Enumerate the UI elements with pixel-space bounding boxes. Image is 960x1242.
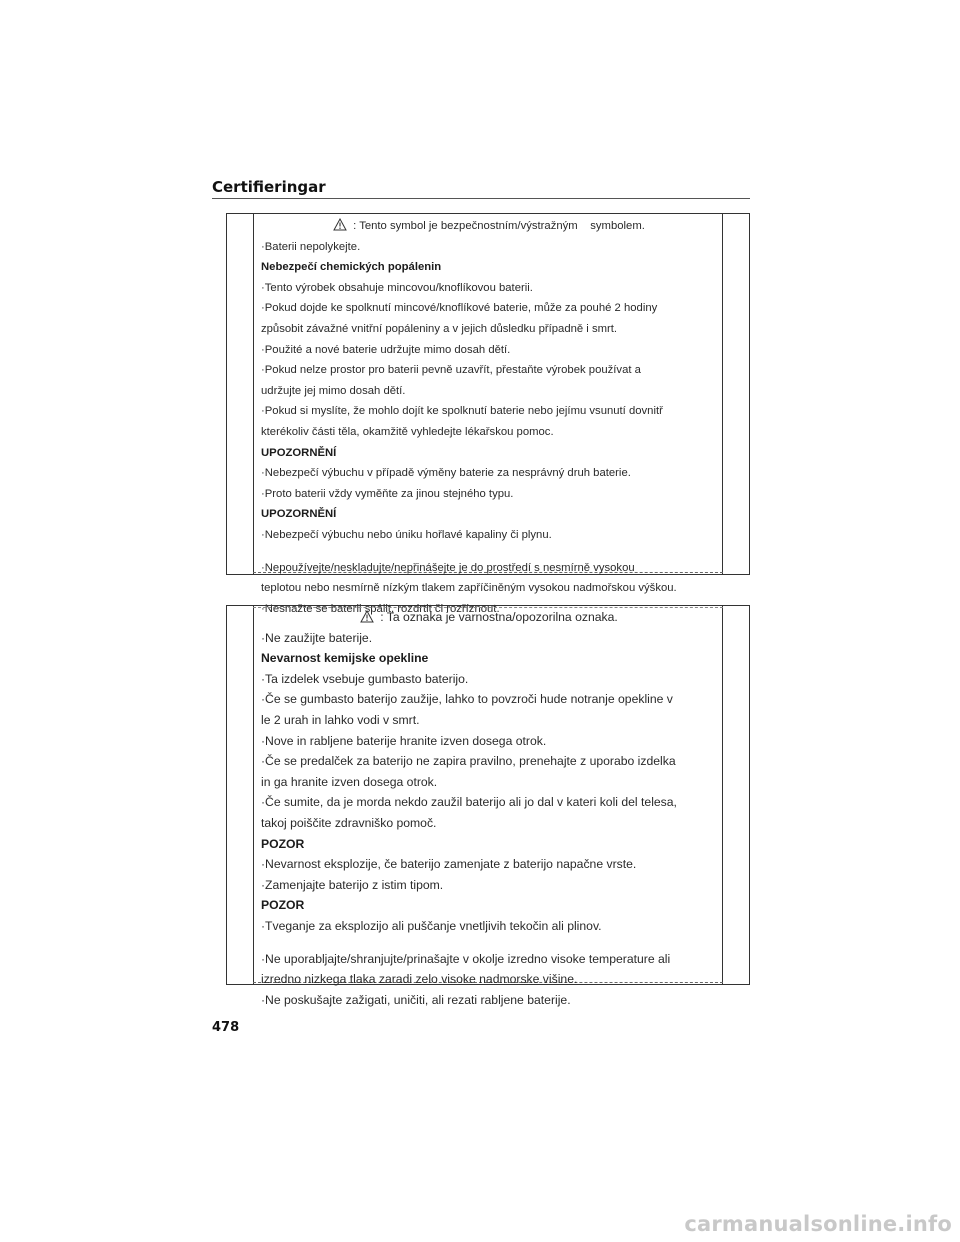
slovenian-battery-warning-box bbox=[226, 605, 750, 1007]
notice-line: ·Proto baterii vždy vyměňte za jinou stejného typu. bbox=[261, 487, 514, 500]
notice-line: ·Zamenjajte baterijo z istim tipom. bbox=[261, 877, 444, 892]
notice-line: ·Tento výrobek obsahuje mincovou/knoflíkovou baterii. bbox=[261, 281, 533, 294]
notice-line: teplotou nebo nesmírně nízkým tlakem zapříčiněným vysokou nadmořskou výškou. bbox=[261, 582, 677, 595]
notice-line: ·Ne poskušajte zažigati, uničiti, ali rezati rabljene baterije. bbox=[261, 992, 571, 1007]
notice-line: způsobit závažné vnitřní popáleniny a v jejich důsledku případně i smrt. bbox=[261, 322, 618, 335]
slovenian-notice-text bbox=[261, 606, 717, 1010]
page-title: Certifieringar bbox=[212, 178, 326, 196]
notice-line: ·Če sumite, da je morda nekdo zaužil baterijo ali jo dal v kateri koli del telesa, bbox=[261, 795, 677, 810]
symbol-legend-text: : Tento symbol je bezpečnostním/výstražným symbolem. bbox=[353, 220, 645, 232]
symbol-legend-text: : Ta oznaka je varnostna/opozorilna oznaka. bbox=[380, 610, 618, 624]
watermark: carmanualsonline.info bbox=[684, 1212, 952, 1236]
notice-line: ·Pokud nelze prostor pro baterii pevně uzavřít, přestaňte výrobek používat a bbox=[261, 364, 641, 377]
box-left-margin bbox=[227, 606, 254, 984]
czech-battery-warning-box bbox=[226, 213, 750, 615]
box-right-margin bbox=[722, 214, 749, 574]
notice-line: ·Nebezpečí výbuchu nebo úniku hořlavé kapaliny či plynu. bbox=[261, 528, 552, 541]
section-heading: Nebezpečí chemických popálenin bbox=[261, 261, 442, 274]
notice-line: ·Nebezpečí výbuchu v případě výměny baterie za nesprávný druh baterie. bbox=[261, 467, 631, 480]
notice-line: ·Nesnažte se baterii spálit, rozdrtit či rozříznout. bbox=[261, 602, 500, 615]
page-number: 478 bbox=[212, 1020, 240, 1035]
section-heading: POZOR bbox=[261, 836, 305, 851]
symbol-legend bbox=[261, 607, 717, 628]
notice-line: ·Nove in rabljene baterije hranite izven dosega otrok. bbox=[261, 733, 547, 748]
czech-notice-text bbox=[261, 214, 717, 619]
notice-line: ·Če se predalček za baterijo ne zapira pravilno, prenehajte z uporabo izdelka bbox=[261, 754, 676, 769]
notice-line: udržujte jej mimo dosah dětí. bbox=[261, 384, 406, 397]
warning-triangle-icon bbox=[333, 218, 347, 231]
title-divider bbox=[212, 198, 750, 199]
notice-line: takoj poiščite zdravniško pomoč. bbox=[261, 815, 437, 830]
notice-line: le 2 urah in lahko vodi v smrt. bbox=[261, 712, 420, 727]
notice-line: izredno nizkega tlaka zaradi zelo visoke nadmorske višine. bbox=[261, 972, 578, 987]
box-right-margin bbox=[722, 606, 749, 984]
notice-line: kterékoliv části těla, okamžitě vyhledejte lékařskou pomoc. bbox=[261, 425, 554, 438]
symbol-legend bbox=[261, 216, 717, 237]
notice-line: ·Ta izdelek vsebuje gumbasto baterijo. bbox=[261, 671, 469, 686]
section-heading: POZOR bbox=[261, 898, 305, 913]
notice-line: ·Ne zaužijte baterije. bbox=[261, 630, 373, 645]
notice-line: ·Nepoužívejte/neskladujte/nepřinášejte je do prostředí s nesmírně vysokou bbox=[261, 561, 635, 574]
spacer bbox=[261, 937, 717, 949]
notice-line: ·Pokud dojde ke spolknutí mincové/knoflíkové baterie, může za pouhé 2 hodiny bbox=[261, 302, 658, 315]
notice-line: ·Ne uporabljajte/shranjujte/prinašajte v okolje izredno visoke temperature ali bbox=[261, 951, 671, 966]
notice-line: ·Če se gumbasto baterijo zaužije, lahko to povzroči hude notranje opekline v bbox=[261, 692, 673, 707]
notice-line: ·Baterii nepolykejte. bbox=[261, 240, 361, 253]
section-heading: Nevarnost kemijske opekline bbox=[261, 651, 429, 666]
notice-line: in ga hranite izven dosega otrok. bbox=[261, 774, 438, 789]
notice-line: ·Nevarnost eksplozije, če baterijo zamenjate z baterijo napačne vrste. bbox=[261, 857, 637, 872]
section-heading: UPOZORNĚNÍ bbox=[261, 446, 337, 459]
box-left-margin bbox=[227, 214, 254, 574]
section-heading: UPOZORNĚNÍ bbox=[261, 508, 337, 521]
notice-line: ·Tveganje za eksplozijo ali puščanje vnetljivih tekočin ali plinov. bbox=[261, 918, 602, 933]
warning-triangle-icon bbox=[360, 610, 374, 623]
spacer bbox=[261, 546, 717, 558]
notice-line: ·Pokud si myslíte, že mohlo dojít ke spolknutí baterie nebo jejímu vsunutí dovnitř bbox=[261, 405, 663, 418]
notice-line: ·Použité a nové baterie udržujte mimo dosah dětí. bbox=[261, 343, 511, 356]
